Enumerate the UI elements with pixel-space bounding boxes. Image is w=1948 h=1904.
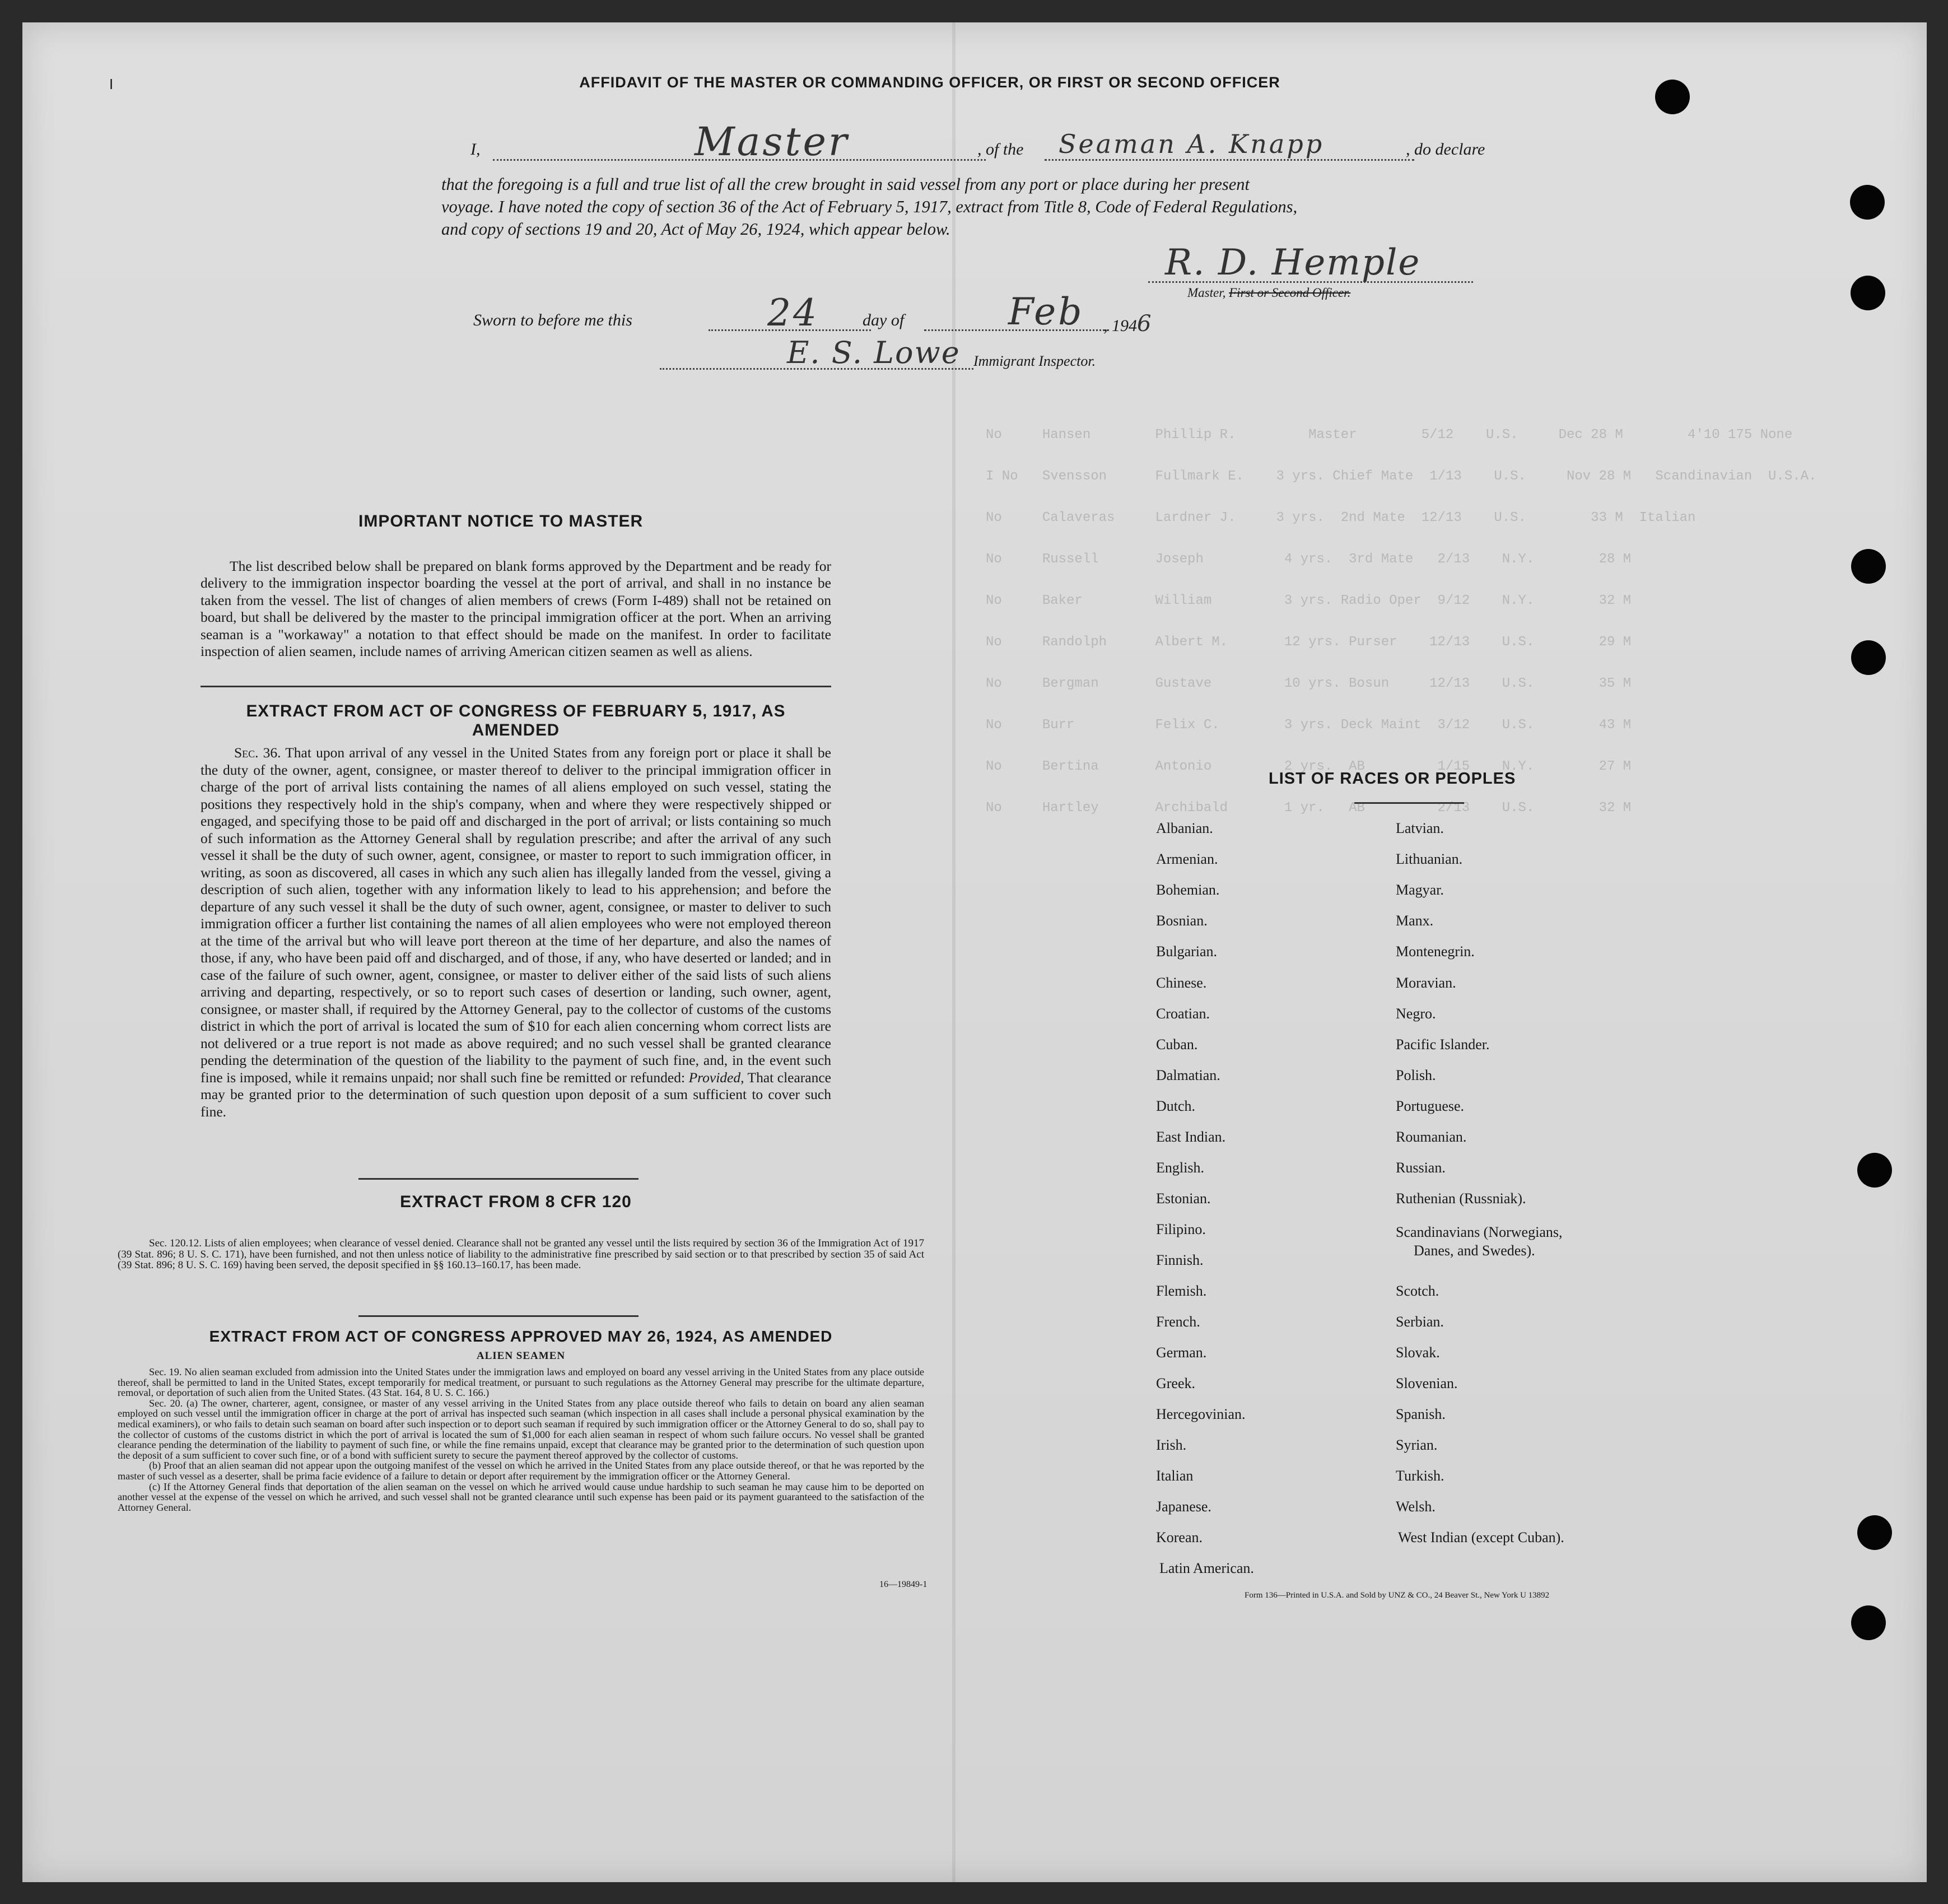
race-item: Slovak. bbox=[1396, 1344, 1440, 1361]
affidavit-body-line-2: voyage. I have noted the copy of section 36 of the Act of February 5, 1917, extract from Title 8, Code of Federal Regulations, bbox=[441, 197, 1298, 216]
binder-hole bbox=[1851, 640, 1886, 675]
binder-hole bbox=[1857, 1153, 1892, 1188]
affidavit-do-declare: , do declare bbox=[1406, 140, 1485, 159]
race-item: Dutch. bbox=[1156, 1098, 1196, 1114]
races-title: LIST OF RACES OR PEOPLES bbox=[1269, 770, 1516, 788]
inspector-handwritten: E. S. Lowe bbox=[787, 335, 961, 370]
extract-1924-sec20c: (c) If the Attorney General finds that deportation of the alien seaman on the vessel on which he arrived would cause undue hardship to such seaman he may cause him to be deported on another vessel at the expense of the vessel on which he arrived, and such vessel shall not be granted clearance until such expense has been paid or its payment guaranteed to the satisfaction of the Attorney General. bbox=[118, 1481, 924, 1513]
divider bbox=[201, 686, 831, 687]
race-item: Serbian. bbox=[1396, 1314, 1444, 1330]
race-item: Welsh. bbox=[1396, 1498, 1436, 1515]
form-printer-note: Form 136—Printed in U.S.A. and Sold by UNZ & CO., 24 Beaver St., New York U 13892 bbox=[1245, 1591, 1550, 1600]
extract-1924-subtitle: ALIEN SEAMEN bbox=[476, 1350, 566, 1362]
race-item: Spanish. bbox=[1396, 1406, 1446, 1422]
notice-title: IMPORTANT NOTICE TO MASTER bbox=[358, 512, 644, 530]
race-item: Cuban. bbox=[1156, 1036, 1198, 1053]
race-item: Albanian. bbox=[1156, 820, 1213, 836]
race-item: German. bbox=[1156, 1344, 1207, 1361]
signature-caption-struck: First or Second Officer. bbox=[1229, 286, 1351, 300]
race-item: Japanese. bbox=[1156, 1498, 1211, 1515]
extract-1924-sec20a: Sec. 20. (a) The owner, charterer, agent, consignee, or master of any vessel arriving in the United States from any place outside thereof who fails to detain on board any alien seaman employed on such vessel until the immigration officer in charge at the port of arrival has inspected such seaman (which inspection in all cases shall include a personal physical examination by the medical examiners), or who fails to detain such seaman on board after such inspection or to deport such seaman if required by such immigration officer or the Attorney General to do so, shall pay to the collector of customs of the customs district in which the port of arrival is located the sum of $1,000 for each alien seaman in respect of whom such failure occurs. No vessel shall be granted clearance pending the determination of the liability to payment of such fine, or while the fine remains unpaid, except that clearance may be granted prior to the determination of such question upon the deposit of a sum sufficient to cover such fine, or of a bond with sufficient surety to secure the payment thereof approved by the collector of customs. bbox=[118, 1397, 924, 1461]
fold-line bbox=[952, 22, 956, 1882]
sworn-month-handwritten: Feb bbox=[1008, 290, 1084, 333]
race-item: Bosnian. bbox=[1156, 913, 1208, 929]
race-item: Flemish. bbox=[1156, 1283, 1207, 1299]
race-item: Dalmatian. bbox=[1156, 1067, 1220, 1083]
extract-1924-form-code: 16—19849-1 bbox=[879, 1580, 928, 1589]
extract-cfr-title: EXTRACT FROM 8 CFR 120 bbox=[400, 1193, 632, 1211]
race-item: Roumanian. bbox=[1396, 1129, 1467, 1145]
race-item: Latin American. bbox=[1159, 1560, 1254, 1576]
sworn-year-suffix: 6 bbox=[1137, 311, 1152, 337]
race-item: Italian bbox=[1156, 1468, 1194, 1484]
race-item: French. bbox=[1156, 1314, 1200, 1330]
sworn-day-handwritten: 24 bbox=[767, 291, 819, 334]
bleed-through: No Hansen Phillip R. Master 5/12 U.S. Dec 28 M 4'10 175 None I No Svensson Fullmark E. 3 yrs. Chief Mate 1/13 U.S. Nov 28 M Scandinavian U.S.A. No Calaveras Lardner J. 3 yrs. 2nd Mate 12/13 U.S. 33 M Italian No Russell Joseph 4 yrs. 3rd Mate 2/13 N.Y. 28 M No Baker William 3 yrs. Radio Oper 9/12 N.Y. 32 M No Randolph Albert M. 12 yrs. Purser 12/13 U.S. 29 M No Bergman Gustave 10 yrs. Bosun 12/13 U.S. 35 M No Burr Felix C. 3 yrs. Deck Maint 3/12 U.S. 43 M No Bertina Antonio 2 yrs. AB 1/15 N.Y. 27 M No Hartley Archibald 1 yr. AB 2/13 U.S. 32 M bbox=[986, 427, 1817, 816]
race-item: Scandinavians (Norwegians, bbox=[1396, 1224, 1563, 1240]
page-marker: I bbox=[109, 76, 114, 92]
race-item: Lithuanian. bbox=[1396, 851, 1463, 867]
race-item: Syrian. bbox=[1396, 1437, 1438, 1453]
affidavit-title: AFFIDAVIT OF THE MASTER OR COMMANDING OFFICER, OR FIRST OR SECOND OFFICER bbox=[579, 74, 1280, 91]
races-title-rule bbox=[1354, 802, 1464, 804]
divider bbox=[358, 1315, 639, 1317]
sworn-year-prefix: , 194 bbox=[1103, 316, 1137, 335]
race-item: Bohemian. bbox=[1156, 882, 1220, 898]
affidavit-body-line-3: and copy of sections 19 and 20, Act of May 26, 1924, which appear below. bbox=[441, 220, 950, 239]
race-item: Korean. bbox=[1156, 1529, 1203, 1545]
race-item: Danes, and Swedes). bbox=[1414, 1242, 1535, 1259]
race-item: Croatian. bbox=[1156, 1005, 1210, 1022]
race-item: Slovenian. bbox=[1396, 1375, 1458, 1391]
race-item: Ruthenian (Russniak). bbox=[1396, 1190, 1526, 1207]
binder-hole bbox=[1857, 1515, 1892, 1550]
race-item: Russian. bbox=[1396, 1160, 1446, 1176]
race-item: Montenegrin. bbox=[1396, 943, 1475, 960]
signature-caption-master: Master, bbox=[1187, 286, 1226, 300]
extract-1917-provided-text: That clearance may be granted prior to the determination of such question upon deposit of a sum sufficient to cover such fine. bbox=[201, 1069, 832, 1120]
extract-cfr-body: Sec. 120.12. Lists of alien employees; when clearance of vessel denied. Clearance shall not be granted any vessel until the lists required by section 36 of the Immigration Act of 1917 (39 Stat. 896; 8 U. S. C. 171), have been furnished, and not then unless notice of liability to the administrative fine prescribed by said section or to that prescribed by section 35 of said Act (39 Stat. 896; 8 U. S. C. 169) having been served, the deposit specified in §§ 160.13–160.17, has been made. bbox=[118, 1237, 924, 1271]
race-item: Moravian. bbox=[1396, 975, 1456, 991]
race-item: Estonian. bbox=[1156, 1190, 1211, 1207]
extract-1917-text: That upon arrival of any vessel in the United States from any foreign port or place it shall be the duty of the owner, agent, consignee, or master thereof to deliver to the principal immigration officer in charge of the port of arrival lists containing the names of all aliens employed on such vessel, stating the positions they respectively hold in the ship's company, when and where they were respectively shipped or engaged, and specifying those to be paid off and discharged in the port of arrival; or lists containing so much of such information as the Attorney General shall by regulation prescribe; and after the arrival of any such vessel it shall be the duty of such owner, agent, consignee, or master to report to such immigration officer, in writing, as soon as discovered, all cases in which any such alien has illegally landed from the vessel, giving a description of such alien, together with any information likely to lead to his apprehension; and before the departure of any such vessel it shall be the duty of such owner, agent, consignee, or master to deliver to such immigration officer a further list containing the names of all alien employees who were not employed thereon at the time of the arrival but who will leave port thereon at the time of her departure, and also the names of those, if any, who have been paid off and discharged, and of those, if any, who have deserted or landed; and in case of the failure of such owner, agent, consignee, or master to deliver either of the said lists of such aliens arriving and departing, respectively, or so to report such cases of desertion or landing, such owner, agent, consignee, or master shall, if required by the Attorney General, pay to the collector of customs of the customs district in which the port of arrival is located the sum of $10 for each alien concerning whom correct lists are not delivered or a true report is not made as above required; and no such vessel shall be granted clearance pending the determination of the question of the liability to the payment of such fine, and, in the event such fine is imposed, while it remains unpaid; nor shall such fine be remitted or refunded: bbox=[201, 744, 831, 1086]
signature-handwritten: R. D. Hemple bbox=[1165, 242, 1421, 283]
race-item: Filipino. bbox=[1156, 1221, 1206, 1237]
race-item: Turkish. bbox=[1396, 1468, 1444, 1484]
race-item: East Indian. bbox=[1156, 1129, 1226, 1145]
extract-1917-sec-label: Sec. 36. bbox=[234, 744, 281, 761]
race-item: English. bbox=[1156, 1160, 1204, 1176]
notice-body: The list described below shall be prepared on blank forms approved by the Department and be ready for delivery to the immigration inspector boarding the vessel at the port of arrival, and shall in no instance be taken from the vessel. The list of changes of alien members of crews (Form I-489) shall not be retained on board, but shall be delivered by the master to the principal immigration officer at the port. When an arriving seaman is a "workaway" a notation to that effect should be made on the manifest. In order to facilitate inspection of alien seamen, include names of arriving American citizen seamen as well as aliens. bbox=[201, 558, 831, 660]
divider bbox=[358, 1178, 639, 1180]
race-item: Finnish. bbox=[1156, 1252, 1204, 1268]
race-item: Magyar. bbox=[1396, 882, 1444, 898]
vessel-blank bbox=[1045, 159, 1414, 161]
day-of-label: day of bbox=[863, 311, 905, 329]
race-item: Greek. bbox=[1156, 1375, 1196, 1391]
extract-1924-body bbox=[118, 1367, 924, 1512]
sworn-year bbox=[1103, 311, 1151, 337]
binder-hole bbox=[1850, 185, 1885, 220]
race-item: Manx. bbox=[1396, 913, 1434, 929]
officer-handwritten: Master bbox=[695, 119, 850, 165]
extract-1917-body bbox=[201, 744, 831, 1120]
race-item: Negro. bbox=[1396, 1005, 1436, 1022]
extract-1917-title: EXTRACT FROM ACT OF CONGRESS OF FEBRUARY 5, 1917, AS AMENDED bbox=[246, 702, 786, 739]
race-item: Portuguese. bbox=[1396, 1098, 1465, 1114]
race-item: Irish. bbox=[1156, 1437, 1187, 1453]
race-item: Bulgarian. bbox=[1156, 943, 1218, 960]
race-item: Hercegovinian. bbox=[1156, 1406, 1246, 1422]
sworn-label: Sworn to before me this bbox=[473, 311, 632, 329]
vessel-handwritten: Seaman A. Knapp bbox=[1059, 129, 1325, 159]
extract-1917-provided-label: Provided, bbox=[688, 1069, 744, 1086]
extract-1924-sec19: Sec. 19. No alien seaman excluded from admission into the United States under the immigration laws and employed on board any vessel arriving in the United States from any place outside thereof, shall be permitted to land in the United States, except temporarily for medical treatment, or pursuant to such regulations as the Attorney General may prescribe for the ultimate departure, removal, or deportation of such alien from the United States. (43 Stat. 164, 8 U. S. C. 166.) bbox=[118, 1366, 924, 1399]
signature-caption bbox=[1187, 286, 1350, 300]
affidavit-of-the: , of the bbox=[977, 140, 1024, 159]
race-item: Chinese. bbox=[1156, 975, 1207, 991]
affidavit-body-line-1: that the foregoing is a full and true list of all the crew brought in said vessel from any port or place during her present bbox=[441, 175, 1250, 194]
race-item: Scotch. bbox=[1396, 1283, 1439, 1299]
inspector-caption: Immigrant Inspector. bbox=[973, 353, 1096, 369]
document-page bbox=[22, 22, 1927, 1882]
extract-1924-sec20b: (b) Proof that an alien seaman did not appear upon the outgoing manifest of the vessel on which he arrived in the United States from any place outside thereof, or that he was reported by the master of such vessel as a deserter, shall be prima facie evidence of a failure to detain or deport after requirement by the immigration officer or the Attorney General. bbox=[118, 1460, 924, 1482]
affidavit-intro-i: I, bbox=[470, 140, 481, 159]
race-item: Pacific Islander. bbox=[1396, 1036, 1490, 1053]
race-item: Polish. bbox=[1396, 1067, 1436, 1083]
race-item: Latvian. bbox=[1396, 820, 1444, 836]
binder-hole bbox=[1851, 549, 1886, 584]
binder-hole bbox=[1851, 1605, 1886, 1640]
binder-hole bbox=[1851, 276, 1885, 310]
race-item: Armenian. bbox=[1156, 851, 1218, 867]
extract-1924-title: EXTRACT FROM ACT OF CONGRESS APPROVED MAY 26, 1924, AS AMENDED bbox=[209, 1328, 833, 1345]
race-item: West Indian (except Cuban). bbox=[1398, 1529, 1564, 1545]
